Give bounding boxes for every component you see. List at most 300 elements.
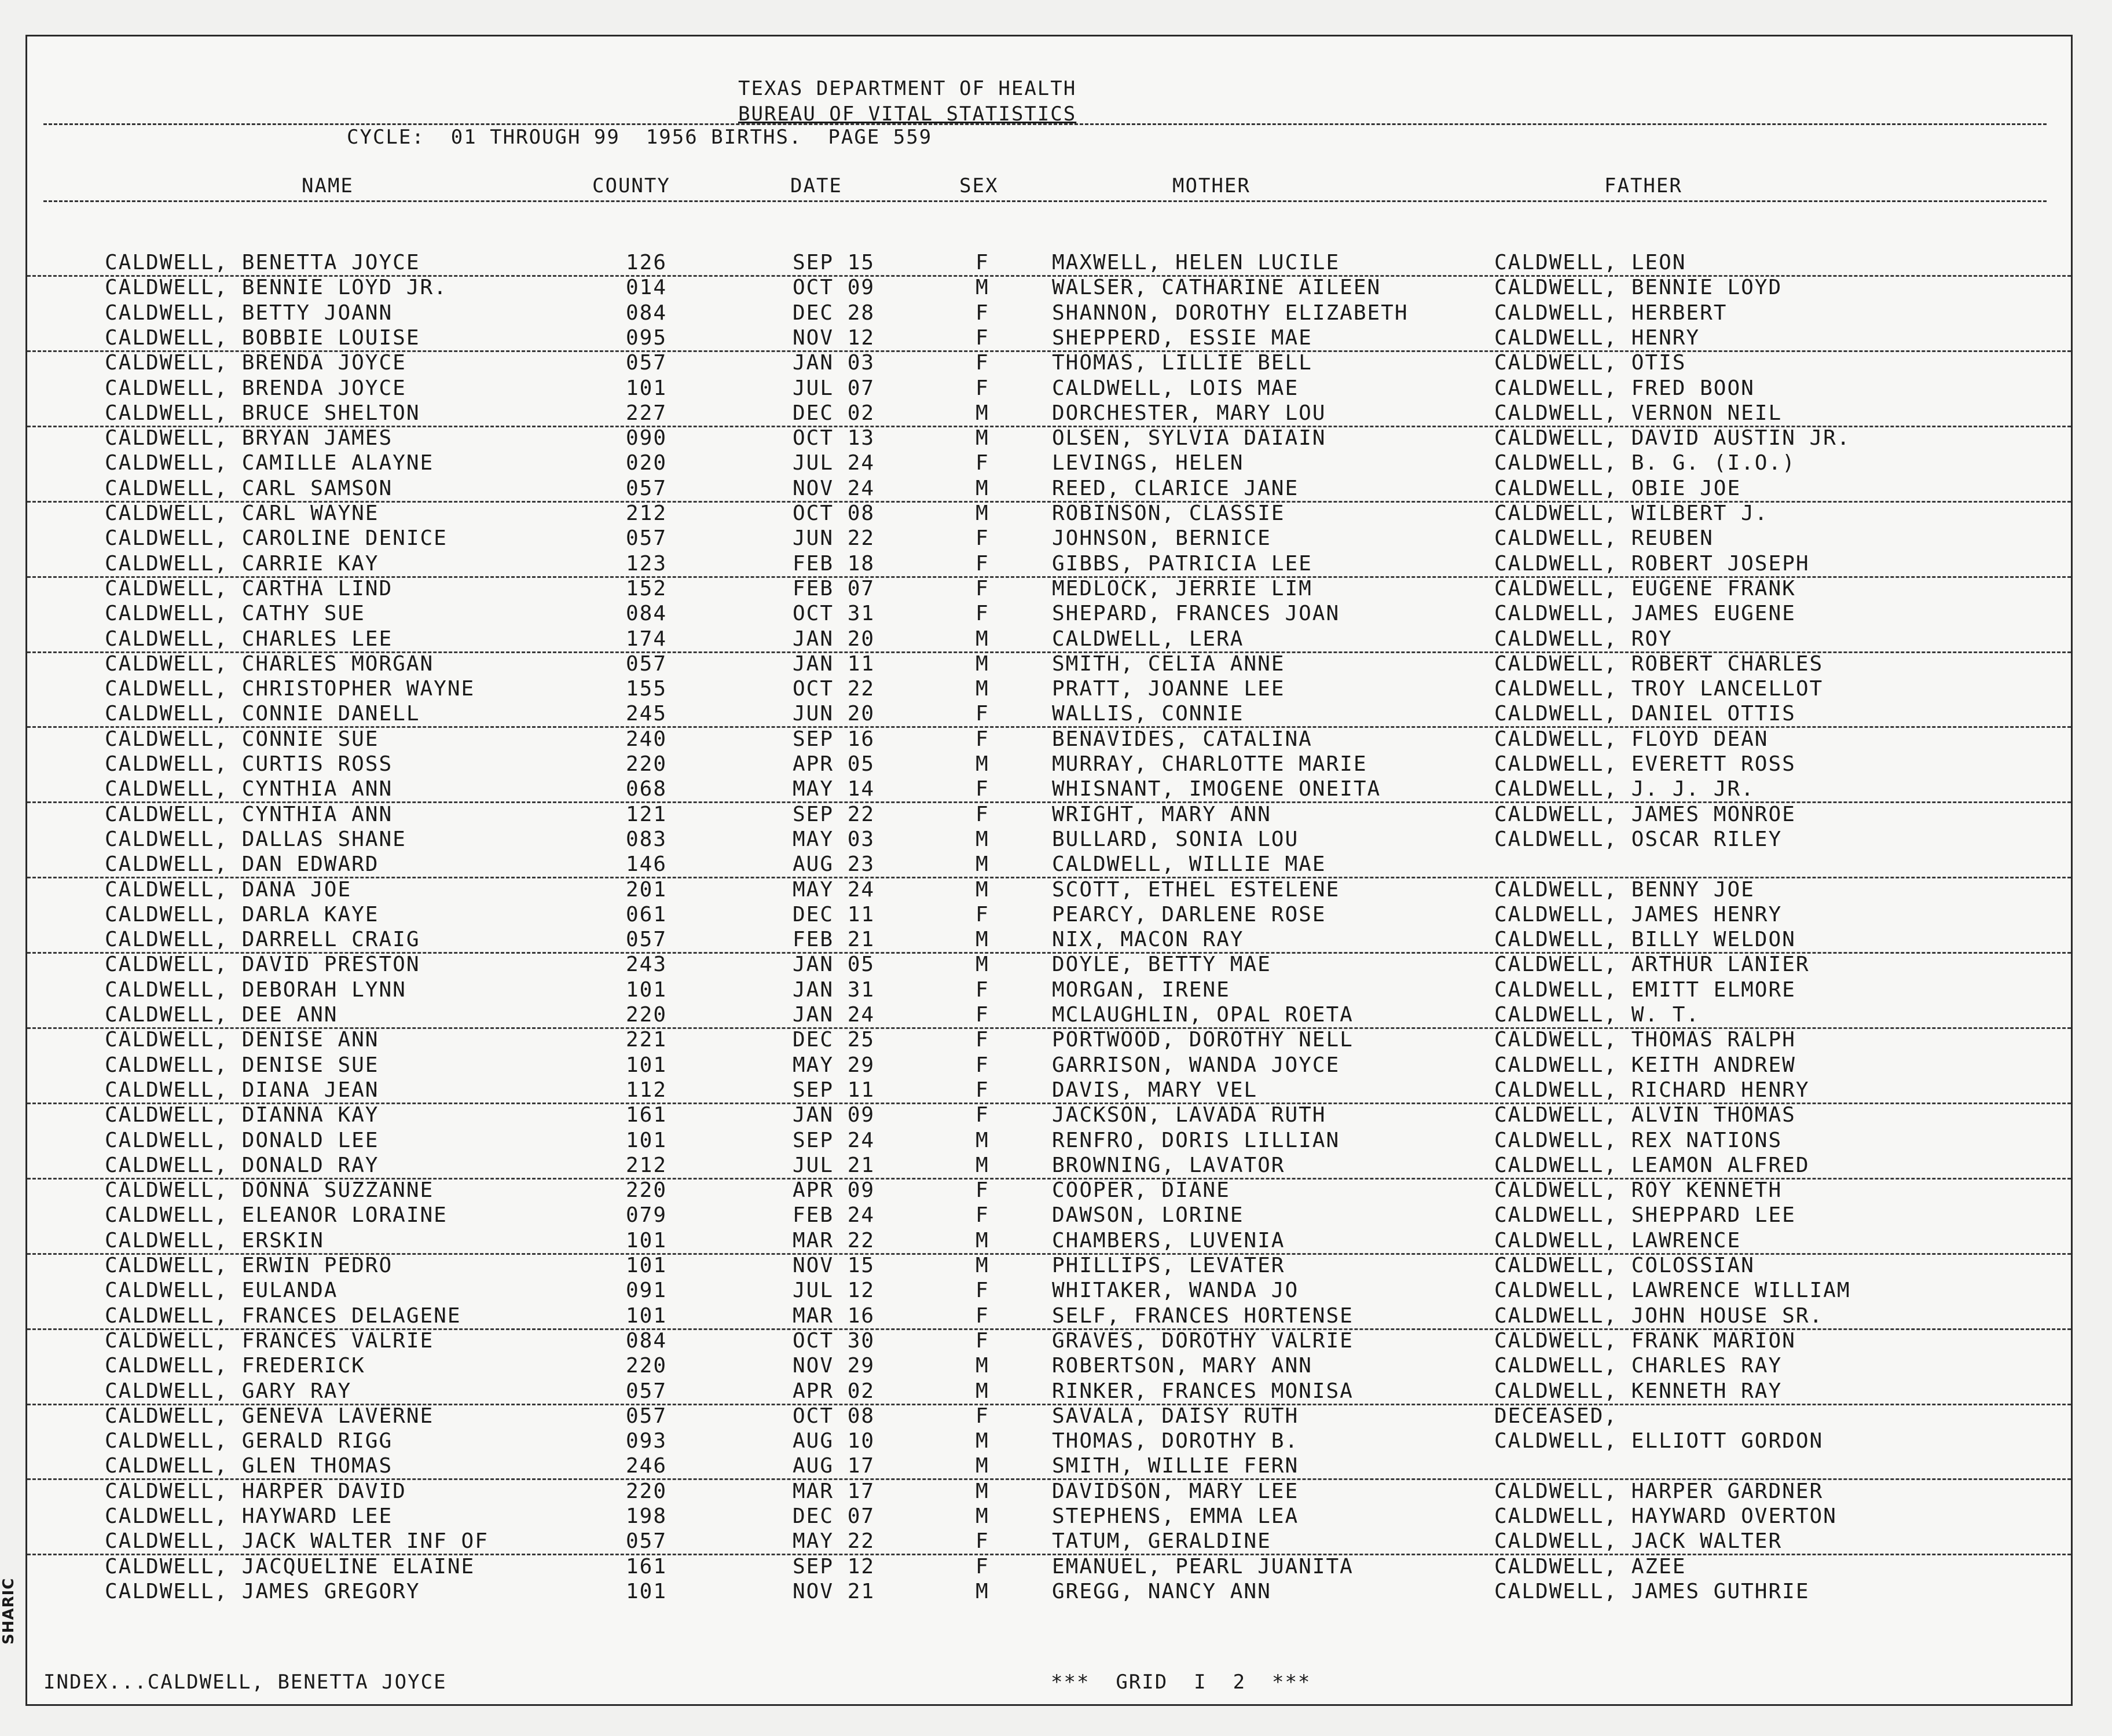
cell-sex: M [976,1379,989,1403]
cell-date: FEB 07 [793,576,875,600]
table-row [27,1053,2071,1078]
cell-county: 057 [626,526,668,551]
cell-county: 155 [626,677,668,701]
cell-date: OCT 31 [793,602,875,626]
cell-mother: SCOTT, ETHEL ESTELENE [1052,877,1340,902]
cell-sex: F [976,451,989,475]
cell-date: DEC 11 [793,902,875,926]
cell-father: CALDWELL, JAMES HENRY [1494,902,1783,926]
cell-father: CALDWELL, ARTHUR LANIER [1494,953,1810,977]
cell-name: CALDWELL, DALLAS SHANE [105,827,406,851]
cell-mother: PHILLIPS, LEVATER [1052,1254,1285,1277]
column-header-sex: SEX [959,174,999,197]
cell-date: FEB 21 [793,928,875,952]
cell-father: CALDWELL, REX NATIONS [1494,1128,1783,1152]
cell-mother: LEVINGS, HELEN [1052,451,1244,475]
table-row [27,928,2071,954]
cell-mother: BULLARD, SONIA LOU [1052,827,1299,851]
cell-mother: MURRAY, CHARLOTTE MARIE [1052,752,1367,776]
cell-date: JUL 07 [793,376,875,400]
cell-mother: WHITAKER, WANDA JO [1052,1279,1299,1303]
cell-county: 198 [626,1504,668,1528]
cell-county: 174 [626,627,668,651]
cell-mother: CHAMBERS, LUVENIA [1052,1228,1285,1252]
cell-date: FEB 24 [793,1203,875,1228]
table-row [27,627,2071,653]
cell-date: MAY 14 [793,777,875,801]
table-row [27,1580,2071,1604]
cell-name: CALDWELL, GARY RAY [105,1379,352,1403]
side-label: SHARIC [0,1577,17,1645]
cell-county: 220 [626,1479,668,1503]
cell-mother: WHISNANT, IMOGENE ONEITA [1052,777,1381,801]
cell-father: CALDWELL, TROY LANCELLOT [1494,677,1824,701]
cell-mother: DOYLE, BETTY MAE [1052,953,1271,977]
cell-father: CALDWELL, DAVID AUSTIN JR. [1494,426,1851,451]
cell-father: CALDWELL, ROBERT CHARLES [1494,651,1824,676]
cell-date: NOV 12 [793,325,875,350]
cell-sex: F [976,802,989,826]
table-row [27,602,2071,626]
cell-sex: F [976,376,989,400]
cell-county: 146 [626,852,668,877]
cell-father: DECEASED, [1494,1404,1618,1428]
cell-name: CALDWELL, CHARLES LEE [105,627,393,651]
cell-father: CALDWELL, JAMES EUGENE [1494,602,1796,626]
cell-county: 123 [626,551,668,576]
table-row [27,1454,2071,1480]
table-row [27,903,2071,927]
cell-name: CALDWELL, DONALD RAY [105,1153,379,1177]
table-row [27,1354,2071,1378]
column-header-date: DATE [790,174,842,197]
cell-name: CALDWELL, CHARLES MORGAN [105,651,434,676]
cell-name: CALDWELL, DIANA JEAN [105,1078,379,1102]
cell-name: CALDWELL, CONNIE DANELL [105,702,420,726]
cell-name: CALDWELL, DEE ANN [105,1003,338,1027]
cell-sex: M [976,953,989,977]
cell-mother: COOPER, DIANE [1052,1178,1230,1203]
cell-name: CALDWELL, DAVID PRESTON [105,953,420,977]
cell-mother: GIBBS, PATRICIA LEE [1052,551,1312,576]
cell-name: CALDWELL, DIANNA KAY [105,1103,379,1127]
cell-sex: M [976,827,989,851]
cell-father: CALDWELL, LAWRENCE WILLIAM [1494,1279,1851,1303]
cycle-line: CYCLE: 01 THROUGH 99 1956 BIRTHS. PAGE 559 [347,126,933,149]
table-row [27,1429,2071,1453]
cell-name: CALDWELL, CYNTHIA ANN [105,777,393,801]
register-page [25,35,2073,1706]
cell-county: 121 [626,802,668,826]
cell-date: MAY 24 [793,877,875,902]
cell-county: 101 [626,1254,668,1277]
cell-sex: F [976,1303,989,1328]
cell-county: 057 [626,1529,668,1554]
table-row [27,477,2071,503]
cell-mother: GARRISON, WANDA JOYCE [1052,1053,1340,1077]
cell-county: 126 [626,251,668,274]
cell-sex: F [976,1529,989,1554]
cell-sex: M [976,1128,989,1152]
cell-date: JUL 24 [793,451,875,475]
cell-county: 057 [626,351,668,375]
cell-name: CALDWELL, DEBORAH LYNN [105,977,406,1002]
cell-county: 212 [626,501,668,525]
cell-name: CALDWELL, CURTIS ROSS [105,752,393,776]
table-row [27,501,2071,526]
table-row [27,426,2071,451]
cell-mother: DORCHESTER, MARY LOU [1052,401,1326,425]
cell-sex: F [976,1003,989,1027]
cell-father: CALDWELL, EMITT ELMORE [1494,977,1796,1002]
cell-county: 057 [626,1404,668,1428]
cell-mother: SMITH, CELIA ANNE [1052,651,1285,676]
cell-father: CALDWELL, FLOYD DEAN [1494,727,1769,751]
cell-father: CALDWELL, OBIE JOE [1494,476,1741,500]
cell-mother: PEARCY, DARLENE ROSE [1052,902,1326,926]
cell-sex: M [976,928,989,952]
cell-date: MAY 29 [793,1053,875,1077]
cell-mother: REED, CLARICE JANE [1052,476,1299,500]
cell-mother: DAVIDSON, MARY LEE [1052,1479,1299,1503]
cell-father: CALDWELL, LEAMON ALFRED [1494,1153,1810,1177]
cell-name: CALDWELL, CAROLINE DENICE [105,526,448,551]
table-row [27,1103,2071,1127]
cell-father: CALDWELL, HARPER GARDNER [1494,1479,1824,1503]
cell-father: CALDWELL, ALVIN THOMAS [1494,1103,1796,1127]
cell-mother: THOMAS, DOROTHY B. [1052,1429,1299,1453]
cell-mother: PORTWOOD, DOROTHY NELL [1052,1028,1354,1052]
cell-name: CALDWELL, BETTY JOANN [105,301,393,325]
cell-date: NOV 29 [793,1354,875,1378]
cell-name: CALDWELL, CYNTHIA ANN [105,802,393,826]
table-row [27,677,2071,701]
cell-county: 161 [626,1103,668,1127]
cell-father: CALDWELL, ROY KENNETH [1494,1178,1783,1203]
cell-name: CALDWELL, FRANCES DELAGENE [105,1303,461,1328]
cell-date: DEC 28 [793,301,875,325]
cell-sex: F [976,1078,989,1102]
cell-date: AUG 23 [793,852,875,877]
cell-date: MAY 03 [793,827,875,851]
cell-father: CALDWELL, JACK WALTER [1494,1529,1783,1554]
cell-sex: M [976,1429,989,1453]
cell-date: MAR 16 [793,1303,875,1328]
cell-date: SEP 12 [793,1554,875,1578]
cell-county: 243 [626,953,668,977]
grid-label: *** GRID I 2 *** [1051,1671,1311,1694]
cell-date: JAN 05 [793,953,875,977]
cell-name: CALDWELL, BRUCE SHELTON [105,401,420,425]
cell-county: 095 [626,325,668,350]
table-row [27,1254,2071,1278]
cell-name: CALDWELL, FRANCES VALRIE [105,1328,434,1353]
cell-date: JAN 24 [793,1003,875,1027]
cell-sex: M [976,627,989,651]
cell-county: 112 [626,1078,668,1102]
cell-name: CALDWELL, JACK WALTER INF OF [105,1529,489,1554]
cell-county: 061 [626,902,668,926]
cell-county: 093 [626,1429,668,1453]
table-row [27,1229,2071,1255]
table-row [27,577,2071,601]
cell-county: 101 [626,1128,668,1152]
cell-name: CALDWELL, ERWIN PEDRO [105,1254,393,1277]
cell-mother: DAWSON, LORINE [1052,1203,1244,1228]
cell-father: CALDWELL, FRANK MARION [1494,1328,1796,1353]
cell-father: CALDWELL, EUGENE FRANK [1494,576,1796,600]
cell-date: FEB 18 [793,551,875,576]
cell-county: 101 [626,1053,668,1077]
cell-date: MAY 22 [793,1529,875,1554]
cell-date: SEP 11 [793,1078,875,1102]
table-row [27,1329,2071,1353]
cell-name: CALDWELL, JACQUELINE ELAINE [105,1554,475,1578]
cell-county: 101 [626,376,668,400]
cell-sex: M [976,852,989,877]
cell-mother: THOMAS, LILLIE BELL [1052,351,1312,375]
table-row [27,1479,2071,1504]
cell-father: CALDWELL, ROBERT JOSEPH [1494,551,1810,576]
cell-sex: F [976,1103,989,1127]
cell-mother: STEPHENS, EMMA LEA [1052,1504,1299,1528]
cell-county: 014 [626,276,668,300]
cell-county: 212 [626,1153,668,1177]
cell-sex: M [976,1454,989,1478]
cell-father: CALDWELL, OTIS [1494,351,1686,375]
cell-sex: F [976,301,989,325]
cell-date: JUL 21 [793,1153,875,1177]
cell-name: CALDWELL, DANA JOE [105,877,352,902]
cell-father: CALDWELL, B. G. (I.O.) [1494,451,1796,475]
cell-county: 057 [626,1379,668,1403]
column-header-rule [43,200,2047,202]
table-row [27,827,2071,852]
cell-mother: MEDLOCK, JERRIE LIM [1052,576,1312,600]
cell-date: AUG 10 [793,1429,875,1453]
cell-father: CALDWELL, DANIEL OTTIS [1494,702,1796,726]
table-row [27,1178,2071,1203]
cell-name: CALDWELL, DONALD LEE [105,1128,379,1152]
cell-sex: F [976,551,989,576]
cell-sex: F [976,1279,989,1303]
cell-father: CALDWELL, KENNETH RAY [1494,1379,1783,1403]
cell-date: OCT 22 [793,677,875,701]
cell-sex: M [976,651,989,676]
cell-name: CALDWELL, CAMILLE ALAYNE [105,451,434,475]
cell-father: CALDWELL, CHARLES RAY [1494,1354,1783,1378]
cell-mother: OLSEN, SYLVIA DAIAIN [1052,426,1326,451]
table-row [27,1304,2071,1330]
cell-county: 091 [626,1279,668,1303]
cell-mother: JOHNSON, BERNICE [1052,526,1271,551]
cell-father: CALDWELL, W. T. [1494,1003,1700,1027]
cell-father: CALDWELL, JOHN HOUSE SR. [1494,1303,1824,1328]
cell-date: OCT 13 [793,426,875,451]
cell-sex: M [976,501,989,525]
cell-sex: F [976,526,989,551]
table-row [27,401,2071,427]
cell-father: CALDWELL, J. J. JR. [1494,777,1755,801]
cell-county: 161 [626,1554,668,1578]
cell-mother: WALSER, CATHARINE AILEEN [1052,276,1381,300]
cell-county: 084 [626,1328,668,1353]
cell-father: CALDWELL, BILLY WELDON [1494,928,1796,952]
cell-mother: WRIGHT, MARY ANN [1052,802,1271,826]
cell-mother: TATUM, GERALDINE [1052,1529,1271,1554]
cell-father: CALDWELL, SHEPPARD LEE [1494,1203,1796,1228]
cell-father: CALDWELL, HAYWARD OVERTON [1494,1504,1837,1528]
cell-name: CALDWELL, CARTHA LIND [105,576,393,600]
cell-mother: CALDWELL, WILLIE MAE [1052,852,1326,877]
cell-mother: SMITH, WILLIE FERN [1052,1454,1299,1478]
table-row [27,652,2071,676]
cell-sex: F [976,902,989,926]
column-header-county: COUNTY [592,174,670,197]
cell-county: 068 [626,777,668,801]
cell-father: CALDWELL, ROY [1494,627,1673,651]
cell-name: CALDWELL, BENETTA JOYCE [105,251,420,274]
cell-date: SEP 15 [793,251,875,274]
cell-date: DEC 07 [793,1504,875,1528]
cell-name: CALDWELL, EULANDA [105,1279,338,1303]
table-row [27,552,2071,578]
cell-sex: M [976,276,989,300]
cell-name: CALDWELL, HARPER DAVID [105,1479,406,1503]
cell-date: JAN 31 [793,977,875,1002]
cell-date: SEP 24 [793,1128,875,1152]
cell-father: CALDWELL, HERBERT [1494,301,1728,325]
table-row [27,276,2071,300]
cell-mother: PRATT, JOANNE LEE [1052,677,1285,701]
cell-mother: MAXWELL, HELEN LUCILE [1052,251,1340,274]
cell-name: CALDWELL, DAN EDWARD [105,852,379,877]
cell-sex: M [976,877,989,902]
cell-sex: M [976,426,989,451]
cell-date: JUN 20 [793,702,875,726]
cell-sex: F [976,1404,989,1428]
cell-father: CALDWELL, HENRY [1494,325,1700,350]
cell-name: CALDWELL, CARL WAYNE [105,501,379,525]
cell-name: CALDWELL, BOBBIE LOUISE [105,325,420,350]
table-row [27,351,2071,375]
cell-mother: SHANNON, DOROTHY ELIZABETH [1052,301,1409,325]
cell-father: CALDWELL, OSCAR RILEY [1494,827,1783,851]
cell-father: CALDWELL, VERNON NEIL [1494,401,1783,425]
cell-mother: RINKER, FRANCES MONISA [1052,1379,1354,1403]
table-row [27,251,2071,277]
cell-mother: MCLAUGHLIN, OPAL ROETA [1052,1003,1354,1027]
cell-name: CALDWELL, ERSKIN [105,1228,324,1252]
index-label: INDEX...CALDWELL, BENETTA JOYCE [43,1671,447,1694]
cell-date: SEP 16 [793,727,875,751]
cell-mother: SELF, FRANCES HORTENSE [1052,1303,1354,1328]
cell-father: CALDWELL, AZEE [1494,1554,1686,1578]
cell-date: SEP 22 [793,802,875,826]
cell-date: JUL 12 [793,1279,875,1303]
table-row [27,852,2071,878]
cell-county: 101 [626,1228,668,1252]
cell-mother: SHEPARD, FRANCES JOAN [1052,602,1340,626]
table-row [27,1078,2071,1104]
cell-county: 101 [626,1579,668,1603]
table-row [27,1504,2071,1529]
cell-county: 020 [626,451,668,475]
cell-date: OCT 08 [793,1404,875,1428]
cell-name: CALDWELL, CONNIE SUE [105,727,379,751]
cell-date: AUG 17 [793,1454,875,1478]
cell-sex: M [976,1504,989,1528]
cell-date: OCT 09 [793,276,875,300]
cell-mother: CALDWELL, LERA [1052,627,1244,651]
table-row [27,451,2071,475]
cell-father: CALDWELL, BENNY JOE [1494,877,1755,902]
cell-name: CALDWELL, FREDERICK [105,1354,365,1378]
cell-name: CALDWELL, GERALD RIGG [105,1429,393,1453]
cell-mother: NIX, MACON RAY [1052,928,1244,952]
cell-county: 084 [626,602,668,626]
cell-mother: MORGAN, IRENE [1052,977,1230,1002]
cell-mother: EMANUEL, PEARL JUANITA [1052,1554,1354,1578]
cell-mother: BROWNING, LAVATOR [1052,1153,1285,1177]
cell-father: CALDWELL, REUBEN [1494,526,1714,551]
bureau-title: BUREAU OF VITAL STATISTICS [738,102,1077,126]
cell-mother: WALLIS, CONNIE [1052,702,1244,726]
cell-father: CALDWELL, EVERETT ROSS [1494,752,1796,776]
cell-sex: F [976,727,989,751]
cell-name: CALDWELL, BRENDA JOYCE [105,351,406,375]
cell-name: CALDWELL, BRENDA JOYCE [105,376,406,400]
cell-father: CALDWELL, COLOSSIAN [1494,1254,1755,1277]
cell-date: MAR 17 [793,1479,875,1503]
cell-name: CALDWELL, BENNIE LOYD JR. [105,276,448,300]
table-row [27,1555,2071,1579]
table-row [27,777,2071,803]
cell-sex: M [976,1254,989,1277]
cell-sex: F [976,1178,989,1203]
table-row [27,702,2071,728]
cell-name: CALDWELL, DARLA KAYE [105,902,379,926]
cell-date: DEC 25 [793,1028,875,1052]
cell-mother: SAVALA, DAISY RUTH [1052,1404,1299,1428]
cell-father: CALDWELL, KEITH ANDREW [1494,1053,1796,1077]
cell-date: OCT 30 [793,1328,875,1353]
cell-county: 220 [626,1003,668,1027]
table-row [27,526,2071,551]
cell-county: 246 [626,1454,668,1478]
cell-name: CALDWELL, DENISE ANN [105,1028,379,1052]
cell-sex: M [976,1153,989,1177]
cell-date: APR 02 [793,1379,875,1403]
cell-county: 101 [626,1303,668,1328]
cell-sex: F [976,702,989,726]
table-row [27,978,2071,1002]
table-row [27,376,2071,401]
cell-sex: F [976,325,989,350]
table-row [27,878,2071,902]
cell-county: 057 [626,476,668,500]
cell-county: 201 [626,877,668,902]
cell-father: CALDWELL, RICHARD HENRY [1494,1078,1810,1102]
table-row [27,727,2071,752]
cell-mother: SHEPPERD, ESSIE MAE [1052,325,1312,350]
table-row [27,301,2071,325]
cell-county: 152 [626,576,668,600]
cell-name: CALDWELL, HAYWARD LEE [105,1504,393,1528]
cell-father: CALDWELL, LEON [1494,251,1686,274]
cell-date: DEC 02 [793,401,875,425]
cell-date: JAN 11 [793,651,875,676]
